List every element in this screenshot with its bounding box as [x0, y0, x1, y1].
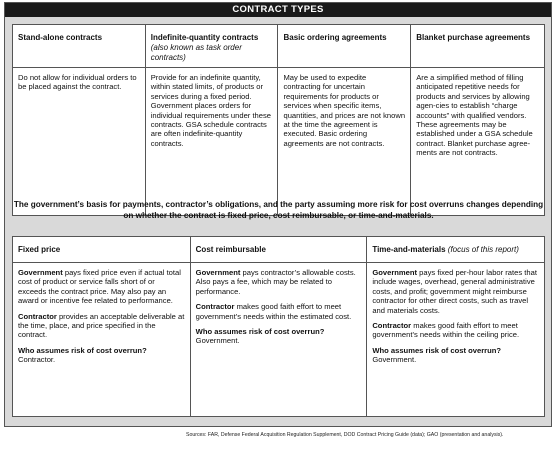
table-header-row [13, 25, 545, 68]
header-indefinite-quantity: Indefinite-quantity contracts (also known as task order contracts) [145, 25, 278, 68]
source-note: Sources: FAR, Defense Federal Acquisition Regulation Supplement, DOD Contract Pricing Guide (data); GAO (presentation and analysis). [186, 432, 504, 438]
header-blanket-purchase: Blanket purchase agreements [411, 25, 545, 68]
cell-blanket-purchase: Are a simplified method of filling anticipated repetitive needs for products and services by allowing agen-cies to establish “charge accounts” with qualified vendors. These agreements may be established under a GSA schedule contract. Blanket purchase agree-ments are not contracts. [411, 68, 545, 216]
contract-types-figure [4, 2, 552, 427]
table-row [13, 68, 545, 216]
cell-cost-reimbursable: Government pays contractor’s allowable costs. Also pays a fee, which may be related to performance. Contractor makes good faith effort to meet government’s needs within the estimated cost. Who assumes risk of cost overrun? Government. [190, 263, 367, 417]
pricing-types-table [12, 236, 545, 417]
header-time-and-materials: Time-and-materials (focus of this report) [367, 237, 545, 263]
cell-stand-alone: Do not allow for individual orders to be placed against the contract. [13, 68, 146, 216]
cell-fixed-price: Government pays fixed price even if actual total cost of product or service falls short of or exceeds the contract price. May also pay an award or incentive fee related to performance. Contractor provides an acceptable deliverable at the time, place, and price specified in the contract. Who assumes risk of cost overrun? Contractor. [13, 263, 191, 417]
table-row [13, 263, 545, 417]
cell-indefinite-quantity: Provide for an indefinite quantity, within stated limits, of products or services during a fixed period. Government places orders for individual requirements under these contracts. GSA schedule contracts are often indefinite-quantity contracts. [145, 68, 278, 216]
header-cost-reimbursable: Cost reimbursable [190, 237, 367, 263]
contract-vehicles-table [12, 24, 545, 216]
header-stand-alone: Stand-alone contracts [13, 25, 146, 68]
table-header-row [13, 237, 545, 263]
header-fixed-price: Fixed price [13, 237, 191, 263]
middle-statement: The government’s basis for payments, contractor’s obligations, and the party assuming more risk for cost overruns changes depending on whether the contract is fixed price, cost reimbursable, or time-and-materials. [13, 200, 544, 220]
header-basic-ordering: Basic ordering agreements [278, 25, 411, 68]
cell-basic-ordering: May be used to expedite contracting for uncertain requirements for products or services when specific items, quantities, and prices are not known at the time the agreement is executed. Basic ordering agreements are not contracts. [278, 68, 411, 216]
cell-time-and-materials: Government pays fixed per-hour labor rates that include wages, overhead, general administrative costs, and profit; government might reimburse contractor for other direct costs, such as travel and materials costs. Contractor makes good faith effort to meet government’s needs within the ceiling price. Who assumes risk of cost overrun? Government. [367, 263, 545, 417]
figure-title: CONTRACT TYPES [5, 3, 551, 17]
